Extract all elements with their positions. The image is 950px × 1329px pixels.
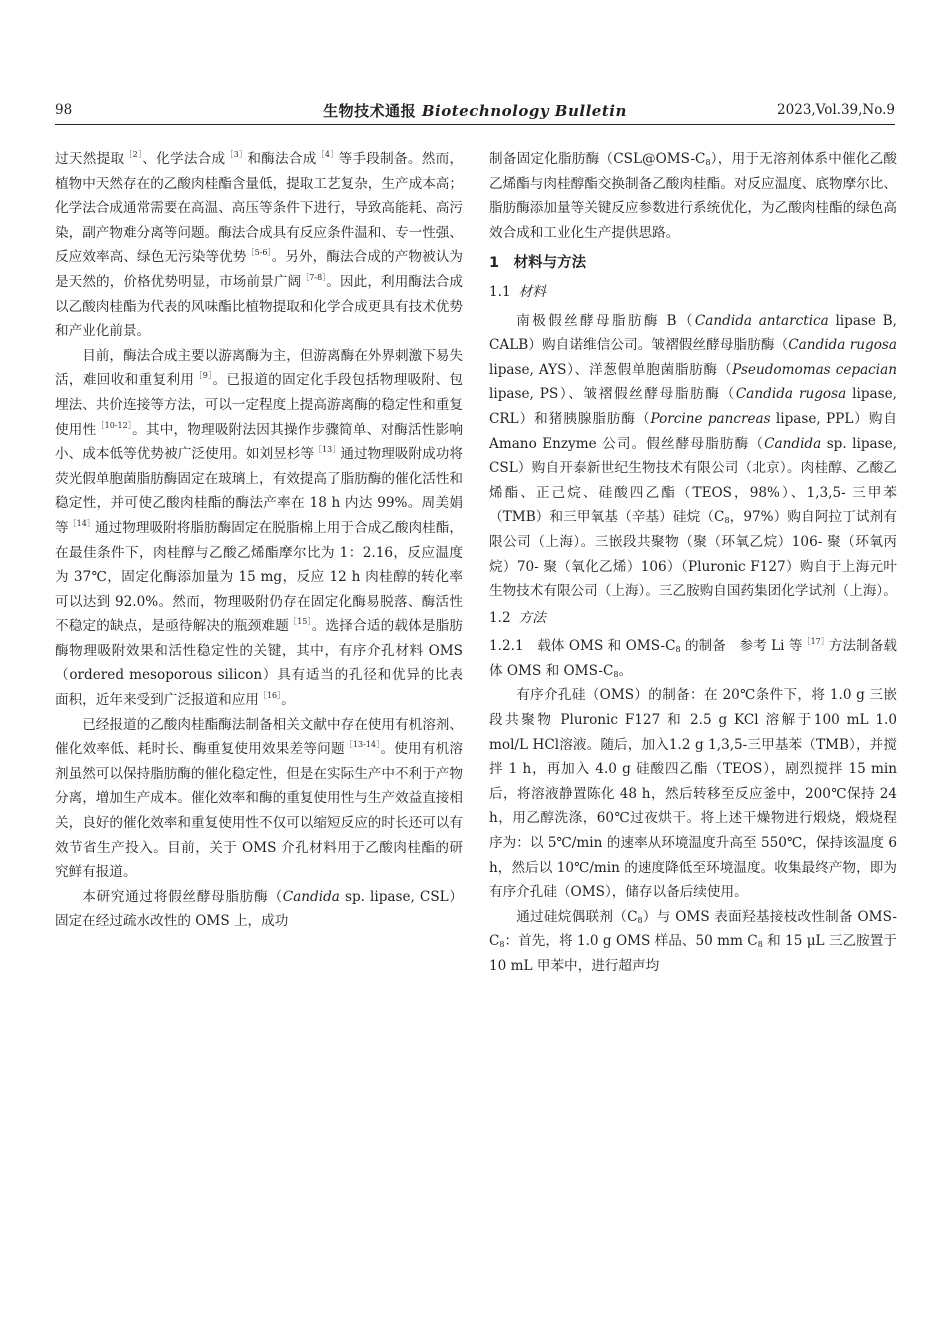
paragraph-materials: 南极假丝酵母脂肪酶 B（Candida antarctica lipase B, CALB）购自诺维信公司。皱褶假丝酵母脂肪酶（Candida rugosa lipase, AYS）、洋葱假单胞菌脂肪酶（Pseudomomas cepacian lipase, PS）、皱褶假丝酵母脂肪酶（Candida rugosa lipase, CRL）和猪胰腺脂肪酶（Porcine pancreas lipase, PPL）购自 Amano Enzyme 公司。假丝酵母脂肪酶（Candida sp. lipase, CSL）购自开泰新世纪生物技术有限公司（北京）。肉桂醇、乙酸乙烯酯、正己烷、硅酸四乙酯（TEOS，98%）、1,3,5- 三甲苯（TMB）和三甲氧基（辛基）硅烷（$C_8$，97%）购自阿拉丁试剂有限公司（上海）。三嵌段共聚物（聚（环氧乙烷）106- 聚（环氧丙烷）70- 聚（氧化乙烯）106）（Pluronic F127）购自于上海元叶生物技术有限公司（上海）。三乙胺购自国药集团化学试剂（上海）。 [489,312,897,600]
volume-info: 2023,Vol.39,No.9 [777,102,895,118]
page-number: 98 [55,102,73,118]
citation-ref: ［10-12］ [96,420,133,430]
citation-ref: ［14］ [68,518,95,528]
subsection-heading-methods: 1.2 方法 [489,609,546,626]
citation-ref: ［3］ [225,150,248,159]
citation-ref: ［13］ [314,445,341,455]
paragraph-carrier-preparation: 1.2.1 载体 OMS 和 OMS-$C_8$ 的制备 参考 Li 等$^{[17]}$方法制备载体 OMS 和 OMS-$C_8$。 [489,637,898,679]
citation-ref: ［16］ [258,691,282,701]
journal-title-cn: 生物技术通报 [323,102,417,120]
journal-title-en: Biotechnology Bulletin [421,102,627,120]
journal-title [55,100,895,121]
subsection-heading-materials: 1.1 材料 [489,283,546,300]
citation-ref: ［9］ [194,371,213,381]
paragraph-problems: 已经报道的乙酸肉桂酯酶法制备相关文献中存在使用有机溶剂、催化效率低、耗时长、酶重复使用效果差等问题$^{[13-14]}$。使用有机溶剂虽然可以保持脂肪酶的催化稳定性，但是在实际生产中不利于产物分离，增加生产成本。催化效率和酶的重复使用性与生产效益直接相关，良好的催化效率和重复使用性不仅可以缩短反应的时长还可以有效节省生产投入。目前，关于 OMS 介孔材料用于乙酸肉桂酯的研究鲜有报道。 [55,716,464,881]
paragraph-oms-c8-preparation: 通过硅烷偶联剂$(C_8)$与 OMS 表面羟基接枝改性制备 OMS-$C_8$：首先，将 1.0 g OMS 样品、50 mm $C_8$ 和 15 μL 三乙胺置于 10 mL 甲苯中，进行超声均 [489,908,897,974]
paragraph-oms-preparation: 有序介孔硅（OMS）的制备：在 20℃条件下，将 1.0 g 三嵌段共聚物 Pluronic F127 和 2.5 g KCl 溶解于100 mL 1.0 mol/L HCl溶液。随后，加入1.2 g 1,3,5-三甲基苯（TMB），并搅拌 1 h，再加入 4.0 g 硅酸四乙酯（TEOS），剧烈搅拌 15 min 后，将溶液静置陈化 48 h，然后转移至反应釜中，200℃保持 24 h，用乙醇洗涤，60℃过夜烘干。将上述干燥物进行煅烧，煅烧程序为：以 5℃/min 的速率从环境温度升高至 550℃，保持该温度 6 h，然后以 10℃/min 的速度降低至环境温度。收集最终产物，即为有序介孔硅（OMS），储存以备后续使用。 [489,687,897,901]
citation-ref: ［17］ [802,637,829,647]
citation-ref: ［7-8］ [301,272,327,282]
paragraph-continued-intro: 过天然提取$^{[2]}$、化学法合成$^{[3]}$和酶法合成$^{[4]}$等手段制备。然而，植物中天然存在的乙酸肉桂酯含量低，提取工艺复杂，生产成本高；化学法合成通常需要在高温、高压等条件下进行，导致高能耗、高污染，副产物难分离等问题。酶法合成具有反应条件温和、专一性强、反应效率高、绿色无污染等优势$^{[5-6]}$。另外，酶法合成的产物被认为是天然的，价格优势明显，市场前景广阔$^{[7-8]}$。因此，利用酶法合成以乙酸肉桂酯为代表的风味酯比植物提取和化学合成更具有技术优势和产业化前景。 [55,150,464,340]
citation-ref: ［13-14］ [344,740,381,750]
citation-ref: ［15］ [289,617,312,627]
section-heading-materials-methods: 1 材料与方法 [489,255,587,272]
paragraph-this-study: 本研究通过将假丝酵母脂肪酶（Candida sp. lipase, CSL）固定在经过疏水改性的 OMS 上，成功 [55,888,464,930]
citation-ref: ［4］ [316,150,339,159]
citation-ref: ［5-6］ [246,248,272,258]
page-header [55,98,895,125]
citation-ref: ［2］ [124,150,143,159]
right-column [489,147,897,979]
left-column [55,147,463,934]
paragraph-immobilization: 目前，酶法合成主要以游离酶为主，但游离酶在外界刺激下易失活，难回收和重复利用$^{[9]}$。已报道的固定化手段包括物理吸附、包埋法、共价连接等方法，可以一定程度上提高游离酶的稳定性和重复使用性$^{[10-12]}$。其中，物理吸附法因其操作步骤简单、对酶活性影响小、成本低等优势被广泛使用。如刘昱杉等$^{[13]}$通过物理吸附成功将荧光假单胞菌脂肪酶固定在玻璃上，有效提高了脂肪酶的催化活性和稳定性，并可使乙酸肉桂酯的酶法产率在 18 h 内达 99%。周美娟等$^{[14]}$通过物理吸附将脂肪酶固定在脱脂棉上用于合成乙酸肉桂酯，在最佳条件下，肉桂醇与乙酸乙烯酯摩尔比为 1：2.16，反应温度为 37℃，固定化酶添加量为 15 mg，反应 12 h 肉桂醇的转化率可以达到 92.0%。然而，物理吸附仍存在固定化酶易脱落、酶活性不稳定的缺点，是亟待解决的瓶颈难题$^{[15]}$。选择合适的载体是脂肪酶物理吸附效果和活性稳定性的关键，其中，有序介孔材料 OMS（ordered mesoporous silicon）具有适当的孔径和优异的比表面积，近年来受到广泛报道和应用$^{[16]}$。 [55,347,464,709]
paragraph-this-study-continued: 制备固定化脂肪酶$(CSL@OMS-C_8)$，用于无溶剂体系中催化乙酸乙烯酯与肉桂醇酯交换制备乙酸肉桂酯。对反应温度、底物摩尔比、脂肪酶添加量等关键反应参数进行系统优化，为乙酸肉桂酯的绿色高效合成和工业化生产提供思路。 [489,151,898,241]
